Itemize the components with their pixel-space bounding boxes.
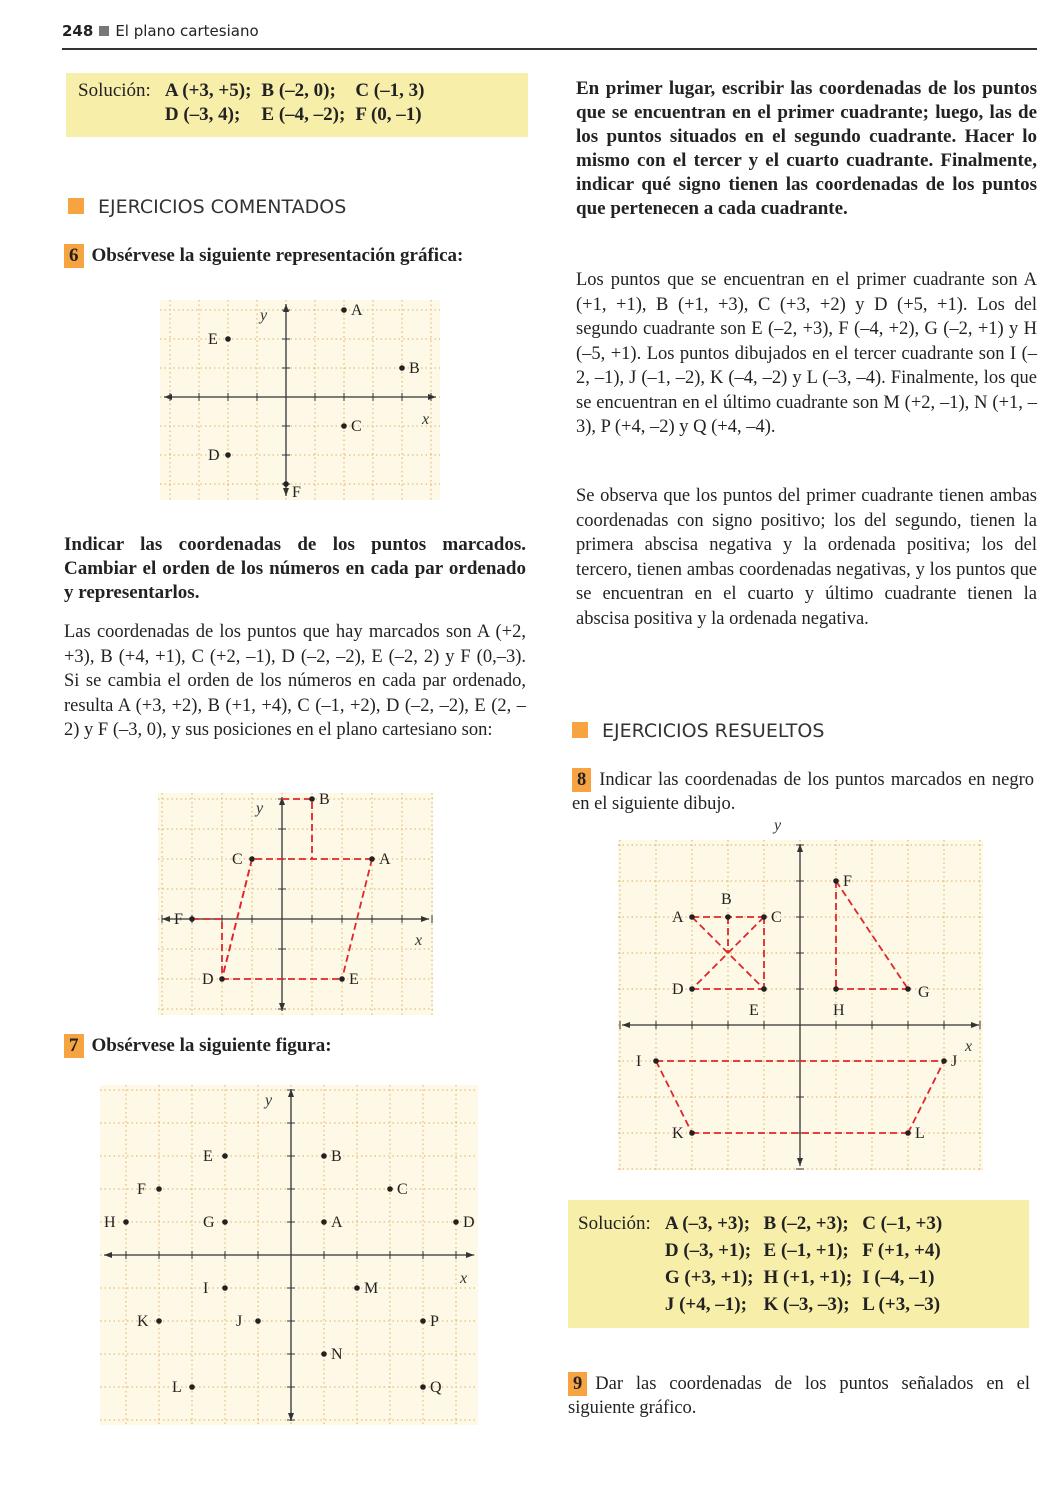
- exercise-heading-text: Indicar las coordenadas de los puntos marcados en negro en el siguiente dibujo.: [572, 770, 1034, 814]
- point-i: [653, 1058, 659, 1064]
- point-label-k: K: [137, 1313, 149, 1330]
- solution-value: C (–1, 3): [355, 80, 425, 101]
- point-label-q: Q: [430, 1379, 442, 1396]
- point-label-e: E: [349, 971, 359, 988]
- exercise-number: 7: [64, 1034, 84, 1058]
- solution-value: J (+4, –1);: [664, 1294, 747, 1315]
- point-p: [420, 1318, 426, 1324]
- point-label-e: E: [208, 331, 218, 348]
- point-q: [420, 1384, 426, 1390]
- point-label-h: H: [104, 1214, 116, 1231]
- point-j: [941, 1058, 947, 1064]
- exercise-9-heading: [568, 1372, 1030, 1420]
- page-number: 248: [62, 22, 94, 40]
- point-h: [123, 1219, 129, 1225]
- solution-label: Solución:: [578, 1213, 651, 1234]
- solution-value: I (–4, –1): [862, 1267, 935, 1288]
- exercise-6-task: Indicar las coordenadas de los puntos marcados. Cambiar el orden de los números en cada par ordenado y representarlos.: [64, 534, 526, 603]
- section-heading-solved: [572, 720, 824, 742]
- point-label-a: A: [672, 909, 684, 926]
- exercise-number: 8: [572, 768, 591, 792]
- point-label-f: F: [137, 1181, 146, 1198]
- section-title: EJERCICIOS RESUELTOS: [602, 720, 825, 742]
- point-label-e: E: [203, 1148, 213, 1165]
- point-f: [189, 916, 195, 922]
- solution-value: F (0, –1): [355, 104, 422, 125]
- point-g: [222, 1219, 228, 1225]
- point-a: [321, 1219, 327, 1225]
- top-solution-box: [66, 73, 528, 137]
- point-g: [905, 986, 911, 992]
- solution-value: B (–2, 0);: [261, 80, 336, 101]
- point-d: [225, 452, 231, 458]
- point-label-p: P: [430, 1313, 439, 1330]
- point-a: [341, 307, 347, 313]
- point-label-a: A: [379, 851, 391, 868]
- solution-value: C (–1, +3): [862, 1213, 943, 1234]
- point-c: [341, 423, 347, 429]
- point-label-a: A: [351, 302, 363, 319]
- square-bullet-icon: [99, 26, 109, 36]
- point-e: [225, 336, 231, 342]
- point-label-b: B: [409, 360, 420, 377]
- point-label-d: D: [463, 1214, 475, 1231]
- point-e: [761, 986, 767, 992]
- point-label-g: G: [918, 984, 930, 1001]
- point-label-c: C: [232, 851, 243, 868]
- x-axis-label: x: [415, 932, 423, 949]
- orange-square-icon: [68, 198, 84, 214]
- point-label-c: C: [397, 1181, 408, 1198]
- solution-value: E (–1, +1);: [763, 1240, 849, 1261]
- point-c: [761, 914, 767, 920]
- point-label-i: I: [203, 1280, 209, 1297]
- point-label-l: L: [915, 1125, 925, 1142]
- point-label-b: B: [721, 891, 732, 908]
- exercise-heading-text: Obsérvese la siguiente figura:: [91, 1035, 332, 1056]
- point-d: [453, 1219, 459, 1225]
- point-b: [321, 1153, 327, 1159]
- solution-value: B (–2, +3);: [763, 1213, 849, 1234]
- point-label-f: F: [292, 484, 301, 501]
- point-e: [339, 976, 345, 982]
- point-f: [156, 1186, 162, 1192]
- point-k: [156, 1318, 162, 1324]
- exercise-6-heading: [64, 244, 529, 268]
- solution-value: L (+3, –3): [862, 1294, 941, 1315]
- solution-value: K (–3, –3);: [763, 1294, 850, 1315]
- y-axis-label: y: [265, 1092, 273, 1109]
- exercise-8-solution-box: [568, 1200, 1029, 1328]
- point-j: [255, 1318, 261, 1324]
- point-e: [222, 1153, 228, 1159]
- exercise-7-task: En primer lugar, escribir las coordenadas de los puntos que se encuentran en el primer cuadrante; luego, las de los puntos situados en el segundo cuadrante. Hacer lo mismo con el tercer y el cuarto cuadrante. Finalmente, indicar qué signo tienen las coordenadas de los puntos que pertenecen a cada cuadrante.: [576, 78, 1037, 219]
- solution-value: E (–4, –2);: [261, 104, 346, 125]
- point-label-a: A: [331, 1214, 343, 1231]
- point-label-h: H: [833, 1002, 845, 1019]
- exercise-7-heading: [64, 1034, 529, 1058]
- solution-value: A (+3, +5);: [164, 80, 252, 101]
- exercise-heading-text: Obsérvese la siguiente representación gráfica:: [91, 245, 464, 266]
- exercise-8-heading: [572, 768, 1034, 816]
- exercise-heading-text: Dar las coordenadas de los puntos señalados en el siguiente gráfico.: [568, 1374, 1030, 1418]
- point-label-n: N: [331, 1346, 343, 1363]
- exercise-6-answer: Las coordenadas de los puntos que hay marcados son A (+2, +3), B (+4, +1), C (+2, –1), D (–2, –2), E (–2, 2) y F (0,–3). Si se cambia el orden de los números en cada par ordenado, resulta A (+3, +2), B (+1, +4), C (–1, +2), D (–2, –2), E (2, – 2) y F (–3, 0), y sus posiciones en el plano cartesiano son:: [64, 622, 526, 740]
- point-i: [222, 1285, 228, 1291]
- point-label-c: C: [771, 909, 782, 926]
- point-b: [725, 914, 731, 920]
- exercise-7-answer-1: Los puntos que se encuentran en el primer cuadrante son A (+1, +1), B (+1, +3), C (+3, +2) y D (+5, +1). Los del segundo cuadrante son E (–2, +3), F (–4, +2), G (–2, +1) y H (–5, +1). Los puntos dibujados en el tercer cuadrante son I (–2, –1), J (–1, –2), K (–4, –2) y L (–3, –4). Finalmente, los que se encuentran en el último cuadrante son M (+2, –1), N (+1, –3), P (+4, –2) y Q (+4, –4).: [576, 270, 1037, 437]
- point-label-d: D: [202, 971, 214, 988]
- point-label-m: M: [364, 1280, 379, 1297]
- point-label-i: I: [636, 1053, 642, 1070]
- exercise-7-answer-2: Se observa que los puntos del primer cuadrante tienen ambas coordenadas con signo positivo; los del segundo, tienen la primera abscisa negativa y la ordenada positiva; los del tercero, tienen ambas coordenadas negativas, y los puntos que se encuentran en el cuarto y último cuadrante tienen la abscisa positiva y la ordenada negativa.: [576, 486, 1037, 629]
- section-title: EJERCICIOS COMENTADOS: [98, 196, 347, 218]
- y-axis-label: y: [260, 307, 268, 324]
- cartesian-graph-4: [618, 817, 983, 1170]
- cartesian-graph-1: [160, 300, 440, 500]
- point-label-d: D: [208, 447, 220, 464]
- chapter-title: El plano cartesiano: [115, 22, 259, 40]
- y-axis-label: y: [256, 800, 264, 817]
- exercise-number: 9: [568, 1372, 587, 1396]
- point-label-d: D: [672, 981, 684, 998]
- point-a: [369, 856, 375, 862]
- point-k: [689, 1130, 695, 1136]
- point-c: [387, 1186, 393, 1192]
- solution-value: D (–3, 4);: [164, 104, 241, 125]
- point-label-b: B: [319, 791, 330, 808]
- solution-value: G (+3, +1);: [664, 1267, 754, 1288]
- point-c: [249, 856, 255, 862]
- point-b: [309, 796, 315, 802]
- point-f: [833, 878, 839, 884]
- graph-background: [160, 300, 440, 500]
- x-axis-label: x: [422, 411, 430, 428]
- graph-background: [158, 793, 433, 1015]
- point-h: [833, 986, 839, 992]
- x-axis-label: x: [965, 1038, 973, 1055]
- point-l: [189, 1384, 195, 1390]
- point-label-l: L: [172, 1379, 182, 1396]
- cartesian-graph-3: [100, 1085, 478, 1425]
- point-label-f: F: [174, 911, 183, 928]
- point-d: [689, 986, 695, 992]
- point-label-k: K: [672, 1125, 684, 1142]
- point-label-j: J: [236, 1313, 243, 1330]
- solution-value: D (–3, +1);: [664, 1240, 752, 1261]
- cartesian-graph-2: [158, 793, 433, 1015]
- point-label-c: C: [351, 418, 362, 435]
- point-b: [399, 365, 405, 371]
- point-label-f: F: [843, 873, 852, 890]
- solution-value: H (+1, +1);: [763, 1267, 853, 1288]
- exercise-number: 6: [64, 244, 84, 268]
- point-l: [905, 1130, 911, 1136]
- point-f: [283, 481, 289, 487]
- y-axis-label: y: [774, 817, 782, 834]
- section-heading-commented: [68, 196, 346, 218]
- point-n: [321, 1351, 327, 1357]
- point-a: [689, 914, 695, 920]
- solution-value: A (–3, +3);: [664, 1213, 751, 1234]
- orange-square-icon: [572, 722, 588, 738]
- solution-value: F (+1, +4): [862, 1240, 941, 1261]
- x-axis-label: x: [460, 1270, 468, 1287]
- point-m: [354, 1285, 360, 1291]
- point-label-g: G: [203, 1214, 215, 1231]
- point-label-e: E: [749, 1002, 759, 1019]
- point-d: [219, 976, 225, 982]
- point-label-b: B: [331, 1148, 342, 1165]
- page-header: [62, 22, 1037, 50]
- solution-label: Solución:: [78, 80, 151, 101]
- point-label-j: J: [951, 1053, 958, 1070]
